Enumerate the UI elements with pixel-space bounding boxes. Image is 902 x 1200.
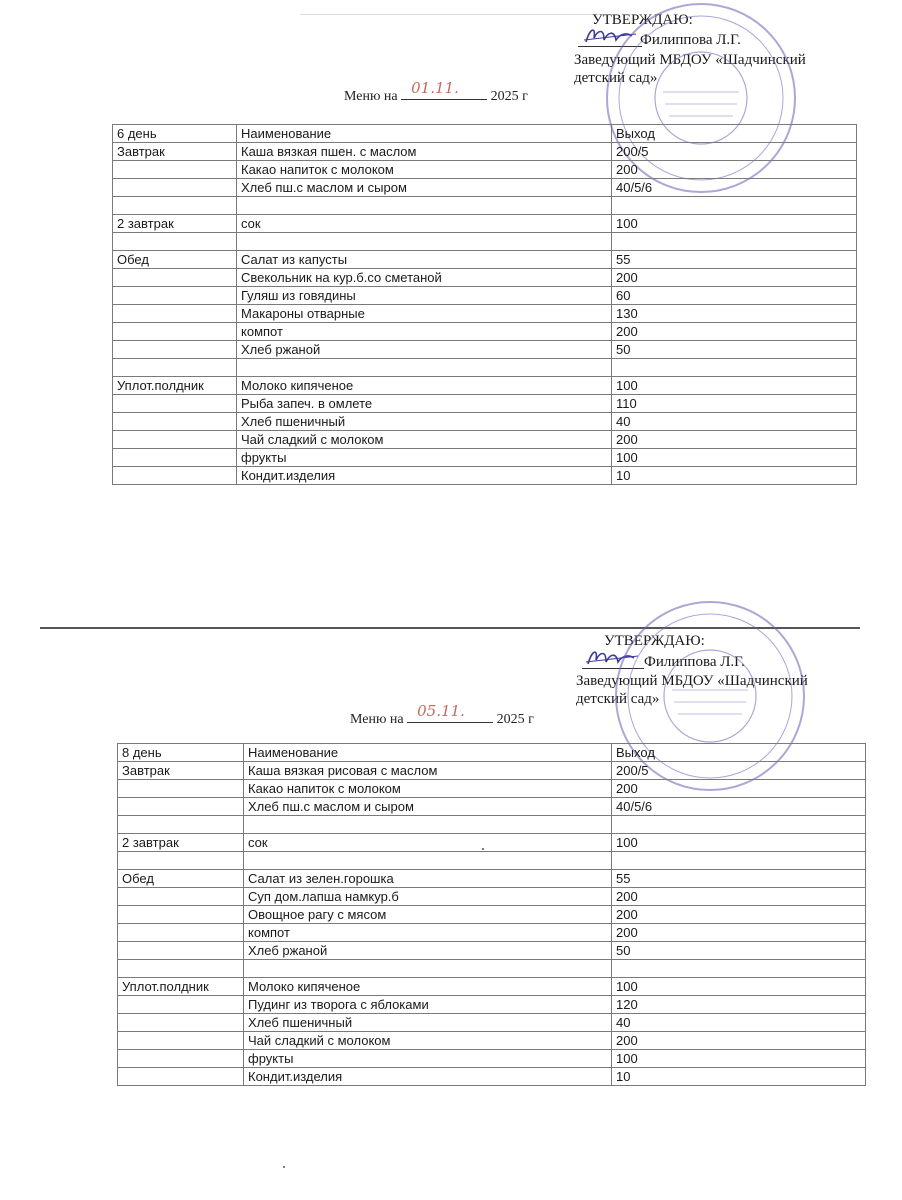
table-row — [113, 449, 857, 467]
table-row — [118, 978, 866, 996]
table-row — [118, 1014, 866, 1032]
dish-cell: Хлеб ржаной — [237, 341, 612, 359]
portion-cell: 50 — [612, 341, 857, 359]
dish-cell: Салат из зелен.горошка — [244, 870, 612, 888]
table-row — [113, 359, 857, 377]
dish-cell: Салат из капусты — [237, 251, 612, 269]
table-row — [118, 816, 866, 834]
dish-cell: Овощное рагу с мясом — [244, 906, 612, 924]
scan-speck — [283, 1166, 285, 1168]
table-row — [118, 870, 866, 888]
dish-cell: Макароны отварные — [237, 305, 612, 323]
menu-title-prefix: Меню на — [344, 89, 398, 104]
meal-cell: Уплот.полдник — [113, 377, 237, 395]
signer-name: Филиппова Л.Г. — [644, 654, 745, 670]
table-row — [118, 906, 866, 924]
handwritten-date: 01.11. — [411, 79, 459, 97]
dish-cell: Свекольник на кур.б.со сметаной — [237, 269, 612, 287]
meal-cell — [113, 359, 237, 377]
dish-cell — [237, 359, 612, 377]
meal-cell: Обед — [118, 870, 244, 888]
portion-cell — [612, 197, 857, 215]
meal-cell: Завтрак — [113, 143, 237, 161]
menu-table — [117, 743, 866, 1086]
dish-cell: фрукты — [244, 1050, 612, 1068]
dish-cell: Какао напиток с молоком — [237, 161, 612, 179]
dish-cell — [244, 852, 612, 870]
meal-cell — [113, 341, 237, 359]
meal-cell — [118, 996, 244, 1014]
header-cell: 6 день — [113, 125, 237, 143]
handwritten-date: 05.11. — [417, 702, 465, 720]
signer-name: Филиппова Л.Г. — [640, 32, 741, 48]
dish-cell: Молоко кипяченое — [237, 377, 612, 395]
meal-cell — [118, 780, 244, 798]
meal-cell: Завтрак — [118, 762, 244, 780]
meal-cell — [118, 816, 244, 834]
portion-cell: 100 — [612, 377, 857, 395]
table-row — [118, 798, 866, 816]
portion-cell: 40/5/6 — [612, 179, 857, 197]
table-row — [113, 431, 857, 449]
meal-cell: 2 завтрак — [113, 215, 237, 233]
portion-cell: 55 — [612, 251, 857, 269]
menu-title-suffix: 2025 г — [490, 89, 528, 104]
approval-title: УТВЕРЖДАЮ: — [592, 12, 693, 28]
dish-cell: компот — [244, 924, 612, 942]
table-row — [118, 780, 866, 798]
portion-cell — [612, 852, 866, 870]
portion-cell — [612, 359, 857, 377]
table-row — [113, 233, 857, 251]
meal-cell — [118, 888, 244, 906]
dish-cell: Хлеб пшеничный — [237, 413, 612, 431]
dish-cell: Кондит.изделия — [244, 1068, 612, 1086]
meal-cell: 2 завтрак — [118, 834, 244, 852]
portion-cell: 200/5 — [612, 143, 857, 161]
dish-cell: Хлеб пш.с маслом и сыром — [244, 798, 612, 816]
table-row — [113, 197, 857, 215]
meal-cell — [113, 287, 237, 305]
portion-cell: 40 — [612, 1014, 866, 1032]
portion-cell: 200/5 — [612, 762, 866, 780]
dish-cell: Хлеб пшеничный — [244, 1014, 612, 1032]
header-cell: Наименование — [244, 744, 612, 762]
signer-position: Заведующий МБДОУ «Шадчинский детский сад» — [576, 673, 808, 707]
dish-cell — [244, 816, 612, 834]
portion-cell: 100 — [612, 834, 866, 852]
portion-cell: 200 — [612, 1032, 866, 1050]
portion-cell: 55 — [612, 870, 866, 888]
portion-cell: 40 — [612, 413, 857, 431]
table-row — [113, 323, 857, 341]
meal-cell — [113, 161, 237, 179]
dish-cell: Какао напиток с молоком — [244, 780, 612, 798]
meal-cell — [113, 233, 237, 251]
dish-cell: Чай сладкий с молоком — [237, 431, 612, 449]
table-row — [113, 377, 857, 395]
date-blank — [401, 79, 487, 100]
meal-cell — [118, 942, 244, 960]
signer-position: Заведующий МБДОУ «Шадчинский детский сад» — [574, 52, 806, 86]
portion-cell: 100 — [612, 215, 857, 233]
table-row — [118, 942, 866, 960]
table-row — [118, 1068, 866, 1086]
meal-cell — [113, 431, 237, 449]
meal-cell — [113, 449, 237, 467]
dish-cell: компот — [237, 323, 612, 341]
portion-cell: 100 — [612, 978, 866, 996]
meal-cell — [118, 924, 244, 942]
portion-cell: 200 — [612, 161, 857, 179]
table-row — [113, 215, 857, 233]
portion-cell: 50 — [612, 942, 866, 960]
dish-cell: Рыба запеч. в омлете — [237, 395, 612, 413]
portion-cell: 200 — [612, 269, 857, 287]
dish-cell: Каша вязкая рисовая с маслом — [244, 762, 612, 780]
dish-cell: Молоко кипяченое — [244, 978, 612, 996]
table-row — [113, 269, 857, 287]
meal-cell: Уплот.полдник — [118, 978, 244, 996]
dish-cell — [237, 233, 612, 251]
meal-cell — [113, 467, 237, 485]
meal-cell — [118, 852, 244, 870]
dish-cell: Чай сладкий с молоком — [244, 1032, 612, 1050]
portion-cell — [612, 233, 857, 251]
meal-cell — [118, 1050, 244, 1068]
dish-cell: Каша вязкая пшен. с маслом — [237, 143, 612, 161]
meal-cell — [113, 269, 237, 287]
table-row — [113, 287, 857, 305]
dish-cell: Хлеб ржаной — [244, 942, 612, 960]
meal-cell — [118, 1068, 244, 1086]
table-row — [118, 924, 866, 942]
table-row — [118, 762, 866, 780]
dish-cell — [244, 960, 612, 978]
dish-cell: Суп дом.лапша намкур.б — [244, 888, 612, 906]
meal-cell — [113, 395, 237, 413]
table-row — [113, 305, 857, 323]
table-header-row — [113, 125, 857, 143]
menu-title-prefix: Меню на — [350, 712, 404, 727]
portion-cell: 110 — [612, 395, 857, 413]
meal-cell — [113, 323, 237, 341]
menu-title-suffix: 2025 г — [496, 712, 534, 727]
meal-cell — [118, 960, 244, 978]
portion-cell: 130 — [612, 305, 857, 323]
table-row — [113, 467, 857, 485]
meal-cell — [113, 179, 237, 197]
meal-cell — [113, 305, 237, 323]
meal-cell — [113, 413, 237, 431]
table-row — [113, 251, 857, 269]
portion-cell: 100 — [612, 1050, 866, 1068]
portion-cell: 40/5/6 — [612, 798, 866, 816]
table-row — [118, 834, 866, 852]
portion-cell: 200 — [612, 906, 866, 924]
meal-cell — [118, 1032, 244, 1050]
portion-cell: 120 — [612, 996, 866, 1014]
meal-cell: Обед — [113, 251, 237, 269]
table-row — [113, 395, 857, 413]
table-row — [113, 341, 857, 359]
dish-cell: Кондит.изделия — [237, 467, 612, 485]
portion-cell: 10 — [612, 1068, 866, 1086]
meal-cell — [113, 197, 237, 215]
table-row — [118, 1032, 866, 1050]
table-row — [113, 143, 857, 161]
table-row — [113, 413, 857, 431]
portion-cell: 100 — [612, 449, 857, 467]
table-row — [118, 996, 866, 1014]
dish-cell: Гуляш из говядины — [237, 287, 612, 305]
meal-cell — [118, 1014, 244, 1032]
portion-cell: 10 — [612, 467, 857, 485]
dish-cell: сок — [244, 834, 612, 852]
dish-cell: Пудинг из творога с яблоками — [244, 996, 612, 1014]
menu-title — [344, 79, 528, 105]
menu-table — [112, 124, 857, 485]
portion-cell: 200 — [612, 323, 857, 341]
dish-cell: сок — [237, 215, 612, 233]
table-row — [118, 888, 866, 906]
table-row — [113, 161, 857, 179]
portion-cell: 200 — [612, 780, 866, 798]
dish-cell: фрукты — [237, 449, 612, 467]
table-header-row — [118, 744, 866, 762]
table-row — [118, 852, 866, 870]
dish-cell: Хлеб пш.с маслом и сыром — [237, 179, 612, 197]
scan-speck — [482, 848, 484, 850]
scan-artifact-line — [300, 14, 600, 15]
portion-cell: 200 — [612, 924, 866, 942]
portion-cell — [612, 816, 866, 834]
header-cell: Выход — [612, 125, 857, 143]
dish-cell — [237, 197, 612, 215]
header-cell: 8 день — [118, 744, 244, 762]
portion-cell: 60 — [612, 287, 857, 305]
table-row — [118, 1050, 866, 1068]
portion-cell: 200 — [612, 888, 866, 906]
header-cell: Наименование — [237, 125, 612, 143]
table-row — [118, 960, 866, 978]
portion-cell: 200 — [612, 431, 857, 449]
table-row — [113, 179, 857, 197]
date-blank — [407, 702, 493, 723]
meal-cell — [118, 906, 244, 924]
menu-title — [350, 702, 534, 728]
portion-cell — [612, 960, 866, 978]
header-cell: Выход — [612, 744, 866, 762]
approval-title: УТВЕРЖДАЮ: — [604, 633, 705, 649]
meal-cell — [118, 798, 244, 816]
